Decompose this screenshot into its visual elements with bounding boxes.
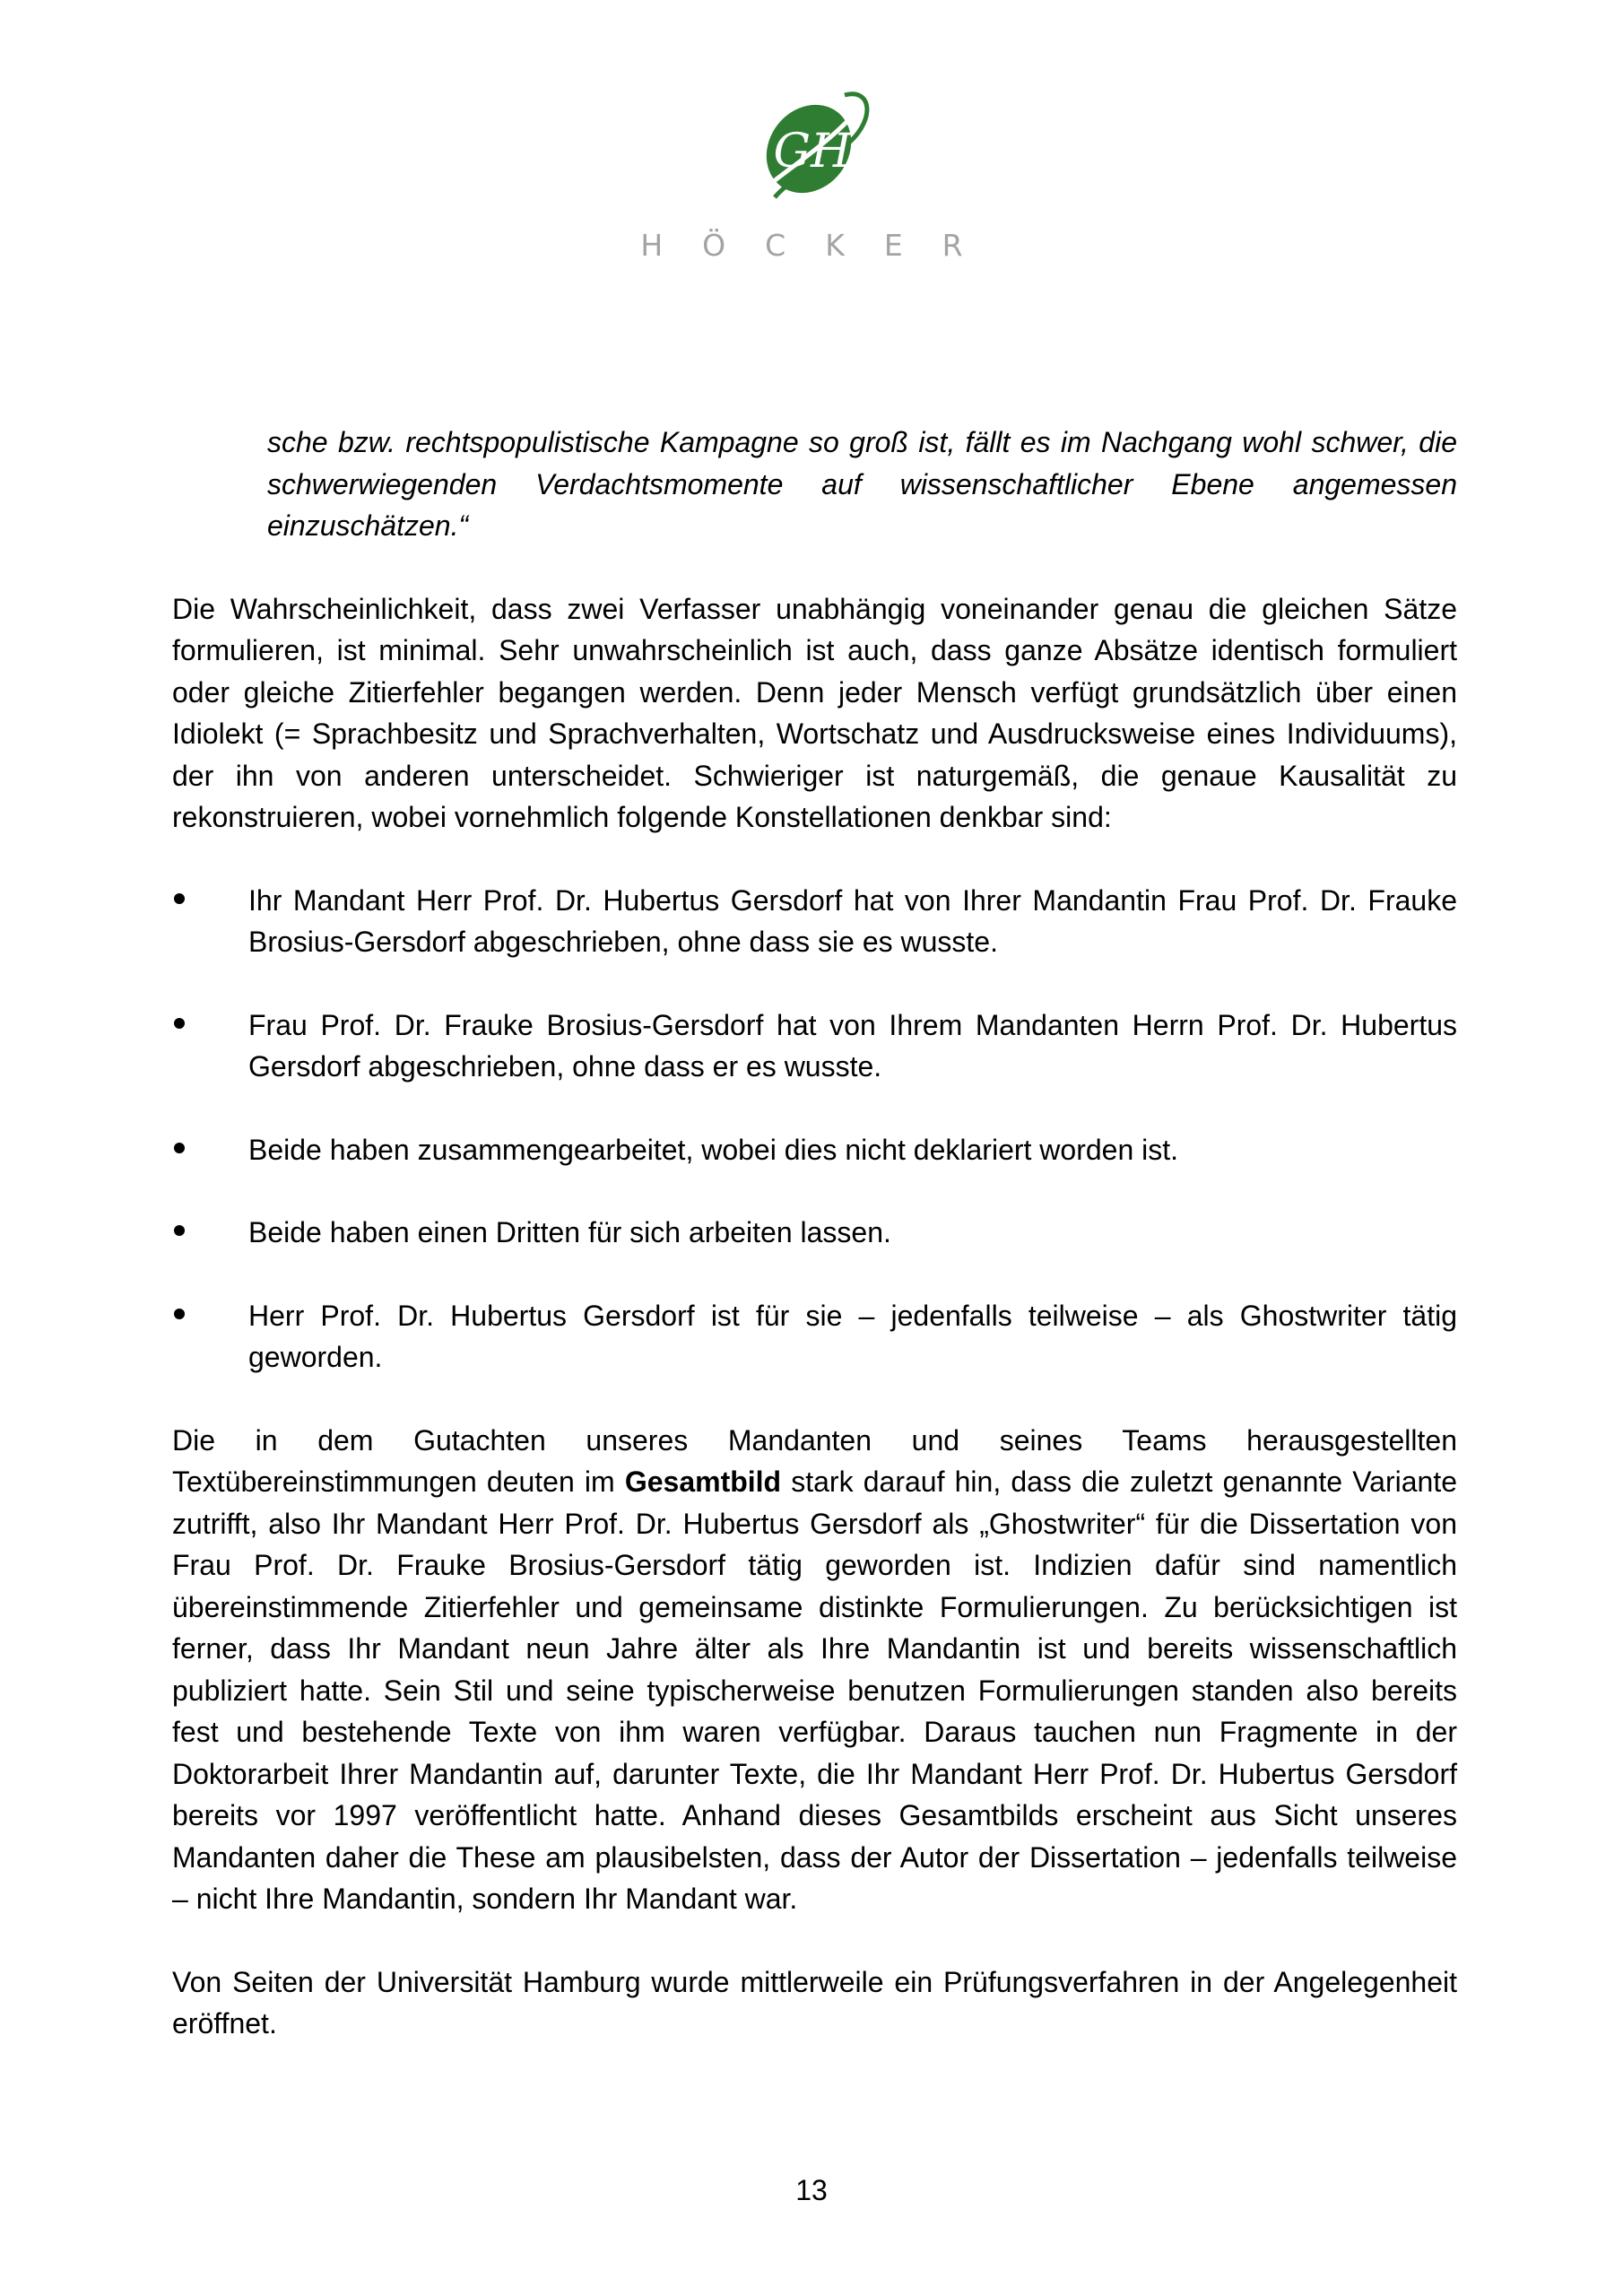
bullet-icon — [174, 1018, 185, 1029]
paragraph-text-start: Die in dem Gutachten unseres Mandanten und seines Teams herausgestellten Textübereinstimmungen deuten im — [172, 1423, 1457, 1498]
page-number: 13 — [795, 2174, 828, 2206]
list-item-text: Ihr Mandant Herr Prof. Dr. Hubertus Gersdorf hat von Ihrer Mandantin Frau Prof. Dr. Frauke Brosius-Gersdorf abgeschrieben, ohne dass sie es wusste. — [248, 883, 1457, 958]
logo-monogram: GH — [773, 125, 852, 178]
brand-name: HÖCKER — [640, 228, 1002, 263]
list-item-text: Beide haben zusammengearbeitet, wobei dies nicht deklariert worden ist. — [248, 1133, 1179, 1166]
letterhead — [0, 79, 1623, 263]
paragraph-text-rest: stark darauf hin, dass die zuletzt genannte Variante zutrifft, also Ihr Mandant Herr Prof. Dr. Hubertus Gersdorf als „Ghostwriter“ für die Dissertation von Frau Prof. Dr. Frauke Brosius-Gersdorf tätig geworden ist. Indizien dafür sind namentlich übereinstimmende Zitierfehler und gemeinsame distinkte Formulierungen. Zu berücksichtigen ist ferner, dass Ihr Mandant neun Jahre älter als Ihre Mandantin ist und bereits wissenschaftlich publiziert hatte. Sein Stil und seine typischerweise benutzen Formulierungen standen also bereits fest und bestehende Texte von ihm waren verfügbar. Daraus tauchen nun Fragmente in der Doktorarbeit Ihrer Mandantin auf, darunter Texte, die Ihr Mandant Herr Prof. Dr. Hubertus Gersdorf bereits vor 1997 veröffentlicht hatte. Anhand dieses Gesamtbilds erscheint aus Sicht unseres Mandanten daher die These am plausibelsten, dass der Autor der Dissertation – jedenfalls teilweise – nicht Ihre Mandantin, sondern Ihr Mandant war. — [172, 1465, 1458, 1915]
bullet-icon — [174, 893, 185, 904]
list-item — [172, 1212, 1457, 1254]
quote-continuation: sche bzw. rechtspopulistische Kampagne so groß ist, fällt es im Nachgang wohl schwer, die schwerwiegenden Verdachtsmomente auf wissenschaftlicher Ebene angemessen einzuschätzen.“ — [267, 426, 1457, 542]
bullet-icon — [174, 1143, 185, 1153]
bullet-icon — [174, 1225, 185, 1236]
emphasis-gesamtbild: Gesamtbild — [624, 1465, 782, 1498]
list-item — [172, 1129, 1457, 1171]
list-item — [172, 1295, 1457, 1378]
constellations-list — [172, 880, 1457, 1378]
list-item-text: Beide haben einen Dritten für sich arbeiten lassen. — [248, 1216, 891, 1248]
paragraph-ghostwriter — [172, 1420, 1457, 1920]
bullet-icon — [174, 1309, 185, 1319]
list-item-text: Frau Prof. Dr. Frauke Brosius-Gersdorf hat von Ihrem Mandanten Herrn Prof. Dr. Hubertus Gersdorf abgeschrieben, ohne dass er es wusste. — [248, 1008, 1457, 1083]
letter-body — [172, 422, 1457, 2045]
paragraph-idiolect: Die Wahrscheinlichkeit, dass zwei Verfasser unabhängig voneinander genau die gleichen Sätze formulieren, ist minimal. Sehr unwahrscheinlich ist auch, dass ganze Absätze identisch formuliert oder gleiche Zitierfehler begangen werden. Denn jeder Mensch verfügt grundsätzlich über einen Idiolekt (= Sprachbesitz und Sprachverhalten, Wortschatz und Ausdrucksweise eines Individuums), der ihn von anderen unterscheidet. Schwieriger ist naturgemäß, die genaue Kausalität zu rekonstruieren, wobei vornehmlich folgende Konstellationen denkbar sind: — [172, 592, 1457, 833]
paragraph-university-review: Von Seiten der Universität Hamburg wurde mittlerweile ein Prüfungsverfahren in der Angelegenheit eröffnet. — [172, 1965, 1457, 2039]
list-item — [172, 1004, 1457, 1088]
hoecker-logo-icon — [744, 79, 879, 213]
list-item — [172, 880, 1457, 963]
list-item-text: Herr Prof. Dr. Hubertus Gersdorf ist für sie – jedenfalls teilweise – als Ghostwriter tätig geworden. — [248, 1299, 1457, 1373]
